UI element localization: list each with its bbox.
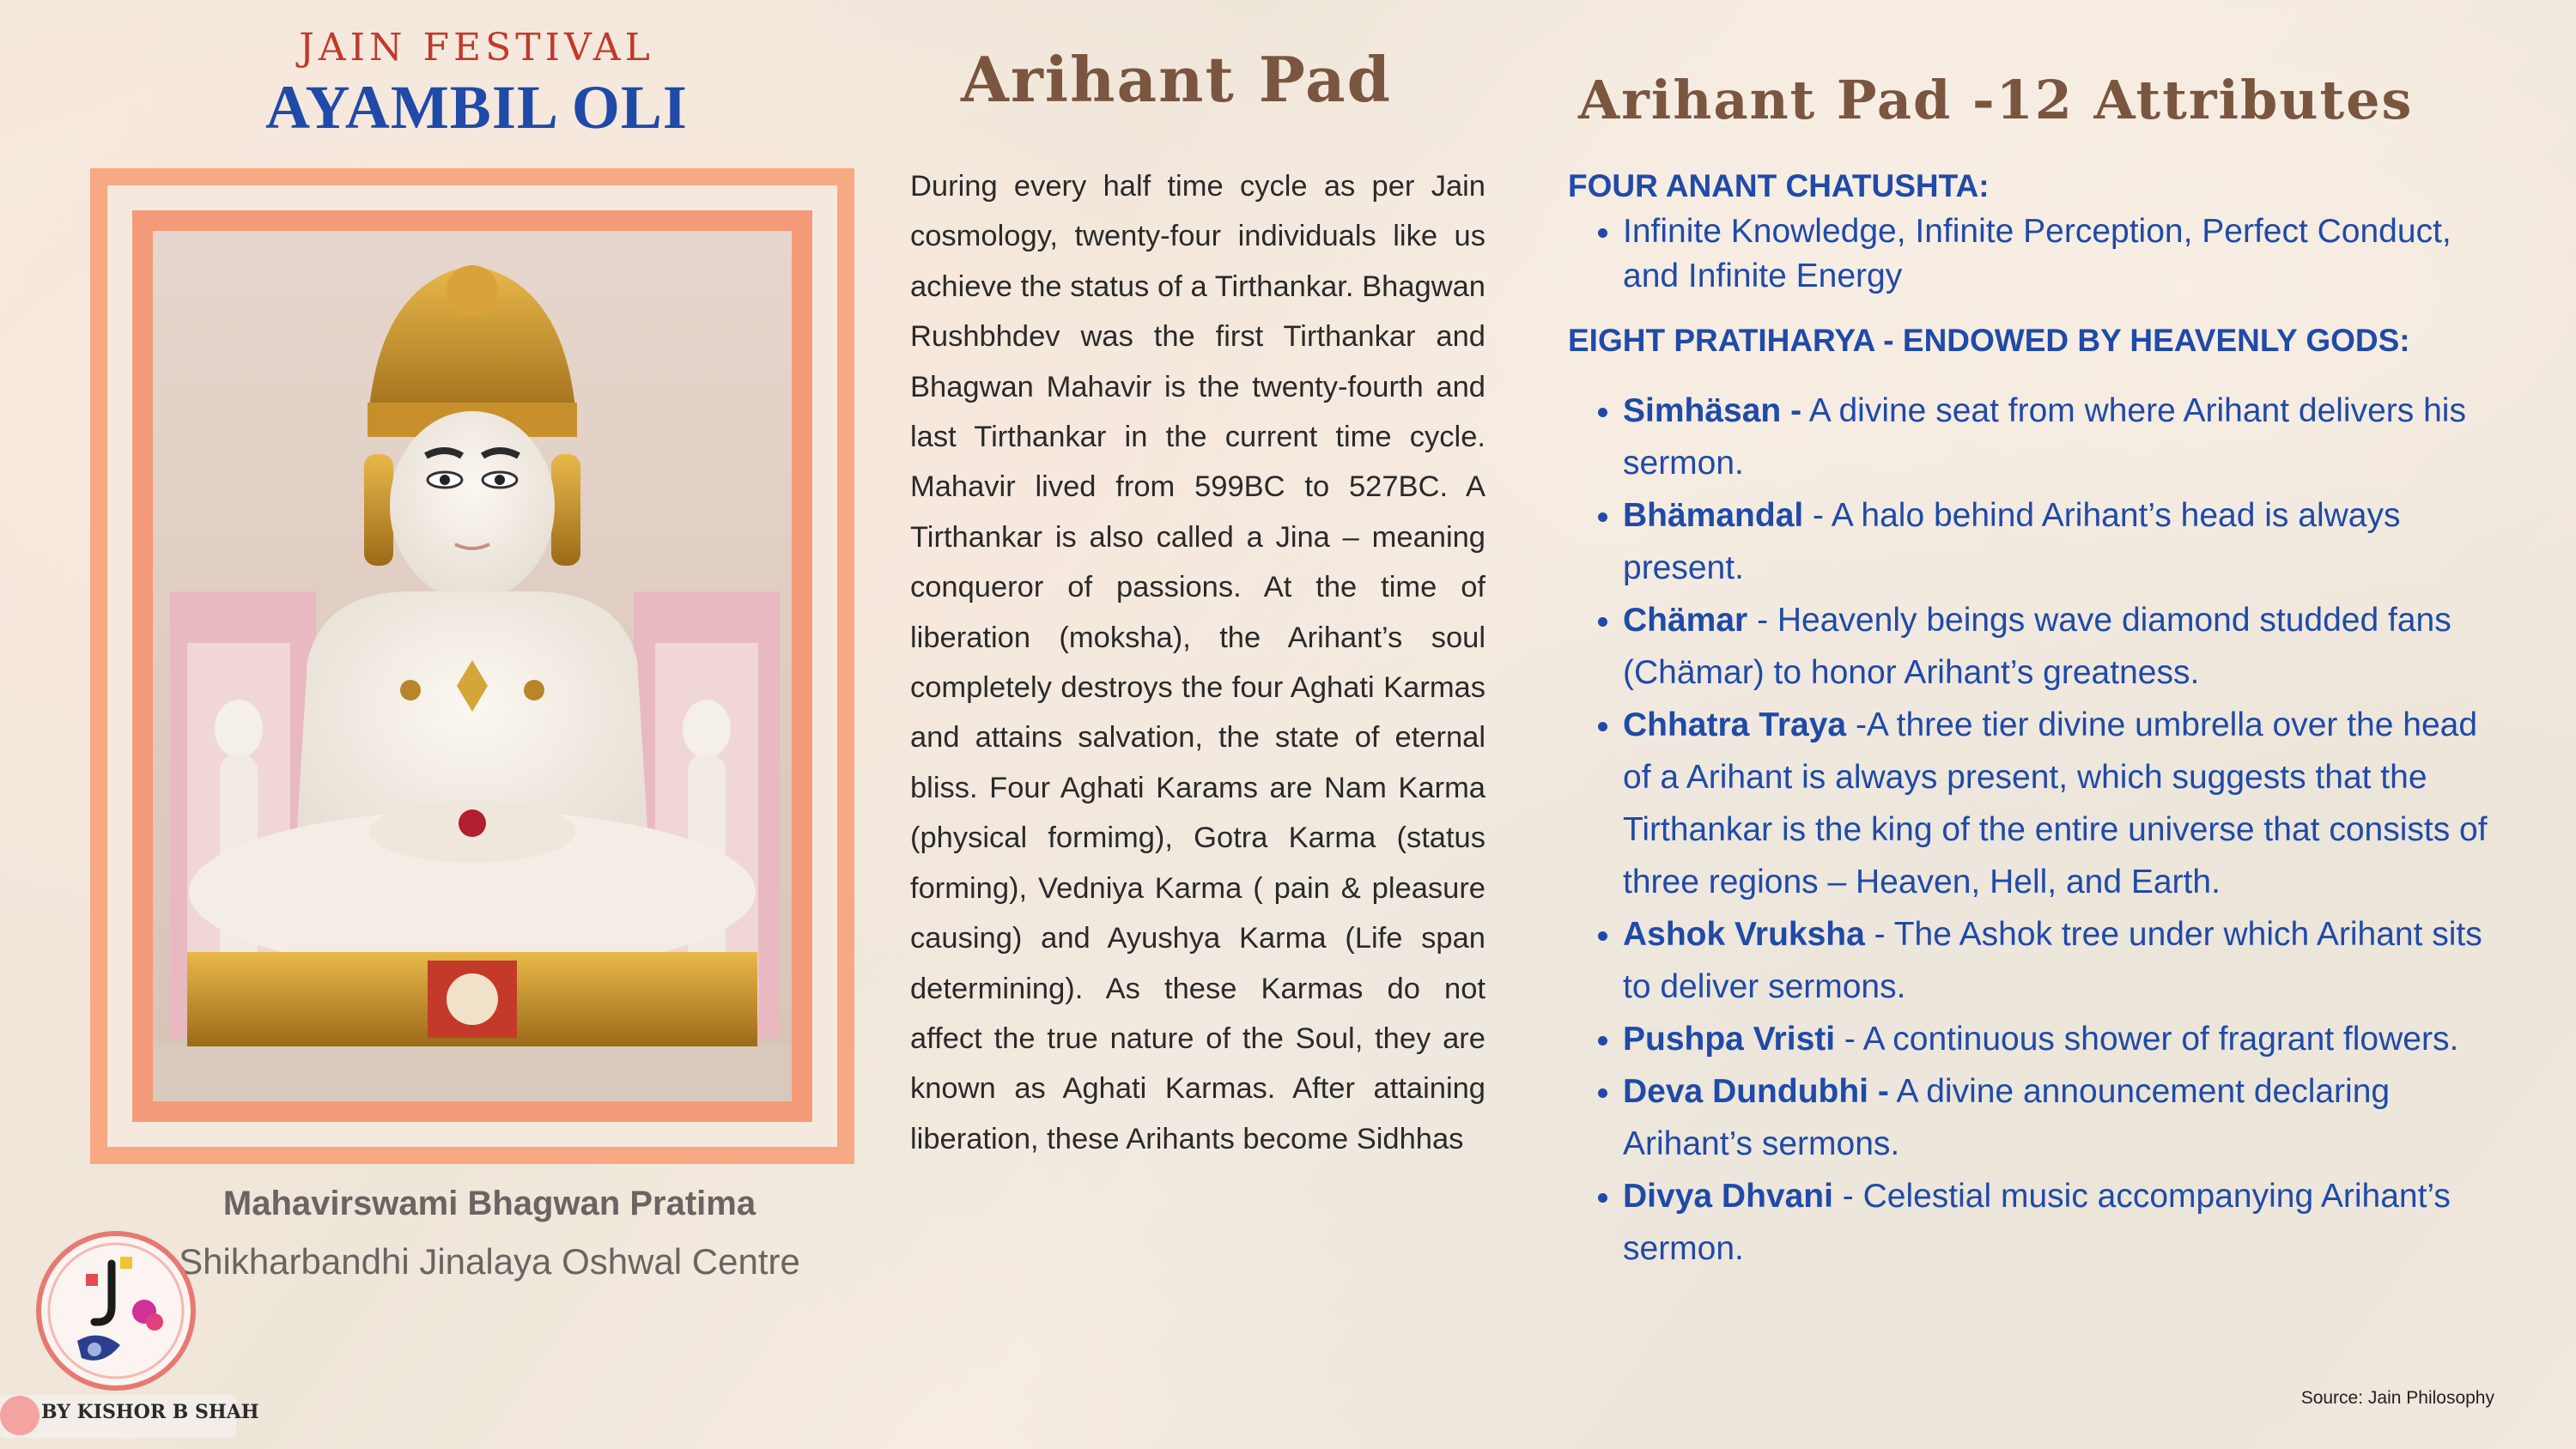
idol-photo <box>153 231 792 1101</box>
idol-illustration <box>153 231 792 1101</box>
pratiharya-item <box>1623 594 2504 699</box>
pratiharya-heading: EIGHT PRATIHARYA - ENDOWED BY HEAVENLY GODS: <box>1568 323 2410 358</box>
arihant-pad-description: During every half time cycle as per Jain cosmology, twenty-four individuals like us achieve the status of a Tirthankar. Bhagwan Rushbhdev was the first Tirthankar and Bhagwan Mahavir is the twenty-fourth and last Tirthankar in the current time cycle. Mahavir lived from 599BC to 527BC. A Tirthankar is also called a Jina – meaning conqueror of passions. At the time of liberation (moksha), the Arihant’s soul completely destroys the four Aghati Karmas and attains salvation, the state of eternal bliss. Four Aghati Karams are Nam Karma (physical formimg), Gotra Karma (status forming), Vedniya Karma ( pain & pleasure causing) and Ayushya Karma (Life span determining). As these Karmas do not affect the true nature of the Soul, they are known as Aghati Karmas. After attaining liberation, these Arihants become Sidhhas <box>910 170 1485 1155</box>
pratiharya-name: Deva Dundubhi - <box>1623 1073 1889 1110</box>
image-caption-title: Mahavirswami Bhagwan Pratima <box>222 1185 756 1222</box>
pratiharya-desc: -A three tier divine umbrella over the head of a Arihant is always present, which suggests that the Tirthankar is the king of the entire universe that consists of three regions – Heaven, Hell, and Earth. <box>1623 706 2488 900</box>
pratiharya-name: Chämar <box>1623 602 1748 639</box>
pratiharya-item <box>1623 699 2504 908</box>
pratiharya-name: Simhäsan - <box>1623 392 1802 429</box>
source-note: Source: Jain Philosophy <box>2300 1388 2494 1408</box>
pratiharya-item <box>1623 1170 2504 1275</box>
pratiharya-name: Divya Dhvani <box>1623 1178 1833 1215</box>
pratiharya-item <box>1623 908 2504 1013</box>
chatushta-list <box>1568 209 2504 299</box>
pratiharya-name: Chhatra Traya <box>1623 706 1847 743</box>
pratiharya-list <box>1568 385 2504 1275</box>
author-name: BY KISHOR B SHAH <box>41 1401 259 1423</box>
pratiharya-desc: - The Ashok tree under which Arihant sits to deliver sermons. <box>1623 916 2482 1005</box>
attributes-section <box>1568 163 2504 1275</box>
pratiharya-desc: A divine announcement declaring Arihant’s sermons. <box>1623 1073 2391 1162</box>
festival-title: AYAMBIL OLI <box>265 73 688 142</box>
pratiharya-desc: - Heavenly beings wave diamond studded fans (Chämar) to honor Arihant’s greatness. <box>1623 602 2451 691</box>
list-item: • Infinite Knowledge, Infinite Perception, Perfect Conduct, and Infinite Energy <box>1623 209 2504 299</box>
pratiharya-desc: A divine seat from where Arihant delivers his sermon. <box>1623 392 2466 482</box>
attributes-title: Arihant Pad -12 Attributes <box>1578 69 2414 131</box>
author-badge-dot <box>0 1396 39 1435</box>
pratiharya-name: Pushpa Vristi <box>1623 1021 1836 1058</box>
pratiharya-item <box>1623 385 2504 489</box>
chatushta-heading: FOUR ANANT CHATUSHTA: <box>1568 168 1990 203</box>
pratiharya-name: Bhämandal <box>1623 497 1804 534</box>
pratiharya-item <box>1623 1013 2504 1065</box>
festival-label: JAIN FESTIVAL <box>299 26 654 70</box>
image-caption-subtitle: Shikharbandhi Jinalaya Oshwal Centre <box>179 1241 800 1282</box>
brand-logo <box>34 1229 197 1392</box>
pratiharya-desc: - A halo behind Arihant’s head is always present. <box>1623 497 2401 586</box>
pratiharya-item <box>1623 1065 2504 1170</box>
pratiharya-name: Ashok Vruksha <box>1623 916 1865 953</box>
pratiharya-item <box>1623 489 2504 594</box>
arihant-pad-title: Arihant Pad <box>960 43 1393 116</box>
pratiharya-desc: - Celestial music accompanying Arihant’s sermon. <box>1623 1178 2451 1267</box>
pratiharya-desc: - A continuous shower of fragrant flowers. <box>1835 1021 2459 1058</box>
